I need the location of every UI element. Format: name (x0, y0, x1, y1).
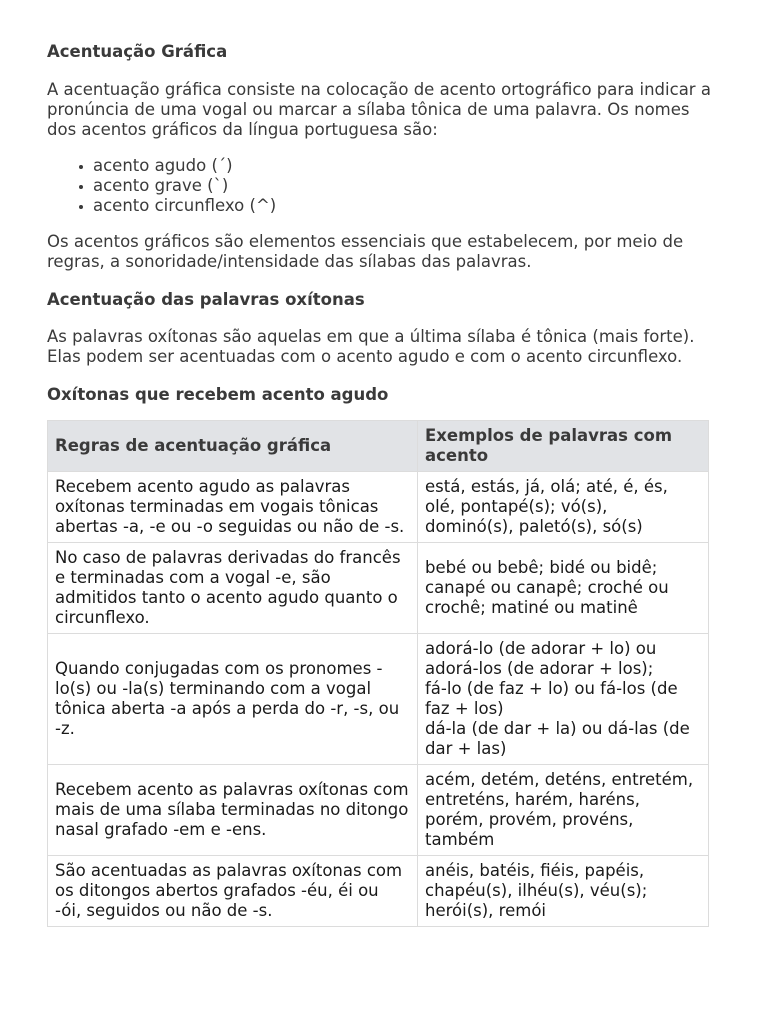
rule-cell: No caso de palavras derivadas do francês e terminadas com a vogal -e, são admitidos tanto o acento agudo quanto o circunflexo. (48, 543, 418, 634)
essential-paragraph: Os acentos gráficos são elementos essenciais que estabelecem, por meio de regras, a sonoridade/intensidade das sílabas das palavras. (47, 232, 684, 271)
examples-cell: bebé ou bebê; bidé ou bidê; canapé ou canapê; croché ou crochê; matiné ou matinê (418, 543, 709, 634)
rule-cell: Quando conjugadas com os pronomes -lo(s) ou -la(s) terminando com a vogal tônica aberta -a após a perda do -r, -s, ou -z. (48, 634, 418, 765)
table-row (48, 765, 709, 856)
list-item: acento grave (`) (93, 176, 721, 196)
list-item: acento circunflexo (^) (93, 196, 721, 216)
oxitonas-heading: Acentuação das palavras oxítonas (47, 290, 365, 309)
rule-cell: São acentuadas as palavras oxítonas com os ditongos abertos grafados -éu, éi ou -ói, seguidos ou não de -s. (48, 856, 418, 927)
accent-list (47, 156, 721, 216)
list-item: acento agudo (´) (93, 156, 721, 176)
rule-cell: Recebem acento as palavras oxítonas com mais de uma sílaba terminadas no ditongo nasal grafado -em e -ens. (48, 765, 418, 856)
header-rules: Regras de acentuação gráfica (48, 421, 418, 472)
table-row (48, 634, 709, 765)
rule-cell: Recebem acento agudo as palavras oxítonas terminadas em vogais tônicas abertas -a, -e ou -o seguidas ou não de -s. (48, 472, 418, 543)
rules-table (47, 420, 709, 927)
examples-cell: está, estás, já, olá; até, é, és, olé, pontapé(s); vó(s), dominó(s), paletó(s), só(s) (418, 472, 709, 543)
table-row (48, 543, 709, 634)
agudo-heading: Oxítonas que recebem acento agudo (47, 385, 389, 404)
table-row (48, 472, 709, 543)
table-row (48, 856, 709, 927)
examples-cell: acém, detém, deténs, entretém, entreténs, harém, haréns, porém, provém, provéns, também (418, 765, 709, 856)
header-examples: Exemplos de palavras com acento (418, 421, 709, 472)
examples-cell: anéis, batéis, fiéis, papéis, chapéu(s), ilhéu(s), véu(s); herói(s), remói (418, 856, 709, 927)
table-header-row (48, 421, 709, 472)
examples-cell: adorá-lo (de adorar + lo) ou adorá-los (de adorar + los); fá-lo (de faz + lo) ou fá-los (de faz + los) dá-la (de dar + la) ou dá-las (de dar + las) (418, 634, 709, 765)
intro-paragraph: A acentuação gráfica consiste na colocação de acento ortográfico para indicar a pronúncia de uma vogal ou marcar a sílaba tônica de uma palavra. Os nomes dos acentos gráficos da língua portuguesa são: (47, 80, 711, 139)
oxitonas-paragraph: As palavras oxítonas são aquelas em que a última sílaba é tônica (mais forte). Elas podem ser acentuadas com o acento agudo e com o acento circunflexo. (47, 327, 695, 366)
page-title: Acentuação Gráfica (47, 42, 228, 61)
